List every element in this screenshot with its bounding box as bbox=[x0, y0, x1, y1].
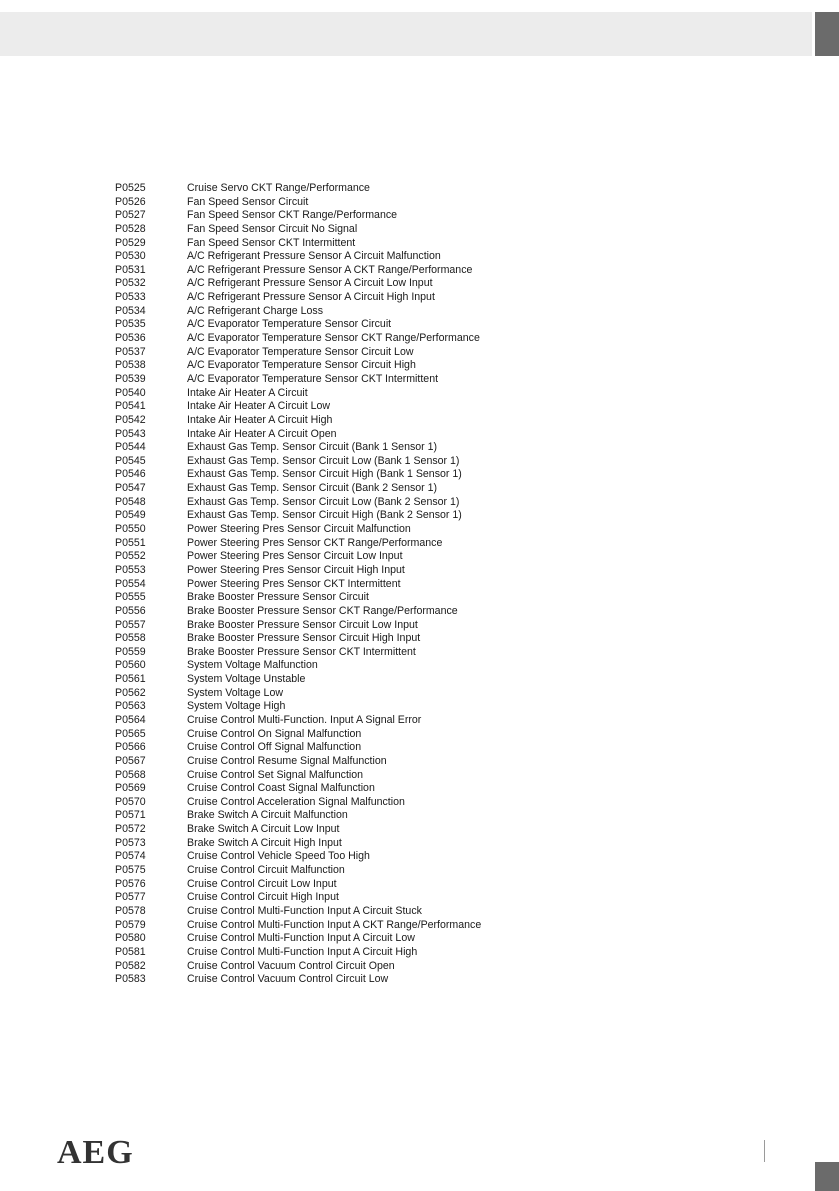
code-row bbox=[115, 578, 555, 592]
code-id: P0526 bbox=[115, 195, 146, 208]
code-description: Cruise Control Coast Signal Malfunction bbox=[187, 782, 375, 795]
code-description: Power Steering Pres Sensor Circuit Low Input bbox=[187, 550, 403, 563]
code-row bbox=[115, 823, 555, 837]
code-row bbox=[115, 809, 555, 823]
code-id: P0567 bbox=[115, 754, 146, 767]
code-id: P0548 bbox=[115, 495, 146, 508]
code-row bbox=[115, 755, 555, 769]
code-id: P0545 bbox=[115, 454, 146, 467]
code-description: Cruise Servo CKT Range/Performance bbox=[187, 182, 370, 194]
code-description: Fan Speed Sensor CKT Range/Performance bbox=[187, 209, 398, 222]
code-description: Intake Air Heater A Circuit bbox=[187, 386, 308, 399]
code-row bbox=[115, 591, 555, 605]
code-description: A/C Refrigerant Charge Loss bbox=[187, 304, 324, 317]
page-edge-tab-bottom bbox=[815, 1162, 839, 1191]
code-description: Fan Speed Sensor Circuit No Signal bbox=[187, 222, 358, 235]
code-row bbox=[115, 714, 555, 728]
code-row bbox=[115, 837, 555, 851]
code-row bbox=[115, 919, 555, 933]
code-description: Exhaust Gas Temp. Sensor Circuit (Bank 2 Sensor 1) bbox=[187, 482, 438, 495]
code-row bbox=[115, 782, 555, 796]
code-row bbox=[115, 673, 555, 687]
code-row bbox=[115, 400, 555, 414]
code-id: P0575 bbox=[115, 864, 146, 877]
code-description: Cruise Control Multi-Function Input A Circuit Stuck bbox=[187, 904, 422, 917]
code-id: P0574 bbox=[115, 850, 146, 863]
code-description: Power Steering Pres Sensor Circuit Malfunction bbox=[187, 523, 411, 536]
code-description: Cruise Control Resume Signal Malfunction bbox=[187, 754, 387, 767]
code-description: A/C Evaporator Temperature Sensor Circuit Low bbox=[187, 345, 414, 358]
code-description: Cruise Control Multi-Function Input A Circuit Low bbox=[187, 932, 415, 945]
code-description: Fan Speed Sensor CKT Intermittent bbox=[187, 236, 356, 249]
code-description: Brake Switch A Circuit Low Input bbox=[187, 823, 340, 836]
code-description: Cruise Control Vacuum Control Circuit Low bbox=[187, 973, 389, 986]
code-row bbox=[115, 741, 555, 755]
code-row bbox=[115, 291, 555, 305]
code-id: P0551 bbox=[115, 536, 146, 549]
code-row bbox=[115, 223, 555, 237]
code-row bbox=[115, 905, 555, 919]
code-id: P0561 bbox=[115, 673, 146, 686]
code-id: P0582 bbox=[115, 959, 146, 972]
code-row bbox=[115, 305, 555, 319]
code-description: A/C Evaporator Temperature Sensor Circuit bbox=[187, 318, 392, 331]
code-row bbox=[115, 646, 555, 660]
code-row bbox=[115, 387, 555, 401]
code-row bbox=[115, 523, 555, 537]
code-description: A/C Evaporator Temperature Sensor Circuit High bbox=[187, 359, 416, 372]
code-description: Cruise Control Vehicle Speed Too High bbox=[187, 850, 370, 863]
code-description: Cruise Control Circuit High Input bbox=[187, 891, 339, 904]
code-description: Cruise Control Multi-Function Input A CKT Range/Performance bbox=[187, 918, 482, 931]
code-id: P0542 bbox=[115, 413, 146, 426]
footer-divider bbox=[764, 1140, 765, 1162]
code-description: Power Steering Pres Sensor CKT Intermittent bbox=[187, 577, 401, 590]
code-id: P0534 bbox=[115, 304, 146, 317]
code-id: P0538 bbox=[115, 359, 146, 372]
code-description: Cruise Control Multi-Function Input A Circuit High bbox=[187, 945, 418, 958]
code-id: P0560 bbox=[115, 659, 146, 672]
code-description: Exhaust Gas Temp. Sensor Circuit Low (Bank 2 Sensor 1) bbox=[187, 495, 460, 508]
code-id: P0528 bbox=[115, 222, 146, 235]
code-id: P0562 bbox=[115, 686, 146, 699]
code-row bbox=[115, 537, 555, 551]
code-id: P0541 bbox=[115, 400, 146, 413]
code-id: P0571 bbox=[115, 809, 146, 822]
code-row bbox=[115, 196, 555, 210]
header-band bbox=[0, 12, 812, 56]
code-row bbox=[115, 632, 555, 646]
code-id: P0581 bbox=[115, 945, 146, 958]
code-row bbox=[115, 891, 555, 905]
code-id: P0554 bbox=[115, 577, 146, 590]
aeg-logo: AEG bbox=[57, 1134, 134, 1171]
code-id: P0579 bbox=[115, 918, 146, 931]
code-description: Brake Booster Pressure Sensor Circuit bbox=[187, 591, 369, 604]
code-row bbox=[115, 332, 555, 346]
code-id: P0547 bbox=[115, 482, 146, 495]
code-description: A/C Evaporator Temperature Sensor CKT Range/Performance bbox=[187, 332, 480, 345]
code-row bbox=[115, 850, 555, 864]
code-id: P0532 bbox=[115, 277, 146, 290]
code-row bbox=[115, 659, 555, 673]
code-row bbox=[115, 932, 555, 946]
code-description: Intake Air Heater A Circuit High bbox=[187, 413, 333, 426]
code-id: P0553 bbox=[115, 563, 146, 576]
code-row bbox=[115, 564, 555, 578]
code-row bbox=[115, 237, 555, 251]
code-id: P0576 bbox=[115, 877, 146, 890]
code-description: Brake Booster Pressure Sensor Circuit Low Input bbox=[187, 618, 418, 631]
code-description: Brake Booster Pressure Sensor Circuit High Input bbox=[187, 632, 421, 645]
code-row bbox=[115, 496, 555, 510]
code-row bbox=[115, 700, 555, 714]
code-row bbox=[115, 878, 555, 892]
code-row bbox=[115, 619, 555, 633]
code-row bbox=[115, 509, 555, 523]
diagnostic-code-list bbox=[115, 182, 555, 987]
code-id: P0549 bbox=[115, 509, 146, 522]
code-row bbox=[115, 468, 555, 482]
code-row bbox=[115, 605, 555, 619]
code-row bbox=[115, 209, 555, 223]
code-row bbox=[115, 346, 555, 360]
code-id: P0533 bbox=[115, 291, 146, 304]
code-id: P0550 bbox=[115, 523, 146, 536]
code-description: Exhaust Gas Temp. Sensor Circuit (Bank 1 Sensor 1) bbox=[187, 441, 438, 454]
code-description: A/C Evaporator Temperature Sensor CKT Intermittent bbox=[187, 372, 439, 385]
code-description: A/C Refrigerant Pressure Sensor A CKT Range/Performance bbox=[187, 263, 473, 276]
code-description: Intake Air Heater A Circuit Open bbox=[187, 427, 337, 440]
code-description: Cruise Control Circuit Low Input bbox=[187, 877, 337, 890]
code-id: P0556 bbox=[115, 604, 146, 617]
code-id: P0529 bbox=[115, 236, 146, 249]
code-row bbox=[115, 946, 555, 960]
code-id: P0525 bbox=[115, 182, 146, 194]
code-id: P0530 bbox=[115, 250, 146, 263]
code-row bbox=[115, 277, 555, 291]
code-row bbox=[115, 264, 555, 278]
code-description: Power Steering Pres Sensor CKT Range/Performance bbox=[187, 536, 443, 549]
code-id: P0577 bbox=[115, 891, 146, 904]
code-row bbox=[115, 373, 555, 387]
code-row bbox=[115, 769, 555, 783]
code-row bbox=[115, 796, 555, 810]
code-description: System Voltage Malfunction bbox=[187, 659, 318, 672]
code-description: A/C Refrigerant Pressure Sensor A Circuit High Input bbox=[187, 291, 435, 304]
code-id: P0543 bbox=[115, 427, 146, 440]
code-row bbox=[115, 728, 555, 742]
code-row bbox=[115, 960, 555, 974]
code-id: P0559 bbox=[115, 645, 146, 658]
code-id: P0572 bbox=[115, 823, 146, 836]
code-row bbox=[115, 864, 555, 878]
code-description: System Voltage High bbox=[187, 700, 286, 713]
page-edge-tab-top bbox=[815, 12, 839, 56]
code-id: P0566 bbox=[115, 741, 146, 754]
code-description: A/C Refrigerant Pressure Sensor A Circuit Low Input bbox=[187, 277, 433, 290]
code-description: Exhaust Gas Temp. Sensor Circuit High (Bank 2 Sensor 1) bbox=[187, 509, 462, 522]
code-row bbox=[115, 428, 555, 442]
code-id: P0573 bbox=[115, 836, 146, 849]
code-id: P0563 bbox=[115, 700, 146, 713]
code-row bbox=[115, 359, 555, 373]
code-description: Cruise Control Acceleration Signal Malfunction bbox=[187, 795, 405, 808]
code-id: P0536 bbox=[115, 332, 146, 345]
code-description: Cruise Control Circuit Malfunction bbox=[187, 864, 345, 877]
code-description: Fan Speed Sensor Circuit bbox=[187, 195, 309, 208]
code-description: Cruise Control Vacuum Control Circuit Open bbox=[187, 959, 395, 972]
code-id: P0580 bbox=[115, 932, 146, 945]
code-description: System Voltage Unstable bbox=[187, 673, 306, 686]
code-id: P0558 bbox=[115, 632, 146, 645]
code-id: P0544 bbox=[115, 441, 146, 454]
code-description: Intake Air Heater A Circuit Low bbox=[187, 400, 331, 413]
code-description: Brake Booster Pressure Sensor CKT Intermittent bbox=[187, 645, 416, 658]
code-description: Cruise Control On Signal Malfunction bbox=[187, 727, 362, 740]
code-row bbox=[115, 687, 555, 701]
code-description: Brake Booster Pressure Sensor CKT Range/Performance bbox=[187, 604, 458, 617]
code-id: P0568 bbox=[115, 768, 146, 781]
code-id: P0557 bbox=[115, 618, 146, 631]
code-id: P0564 bbox=[115, 713, 146, 726]
code-id: P0555 bbox=[115, 591, 146, 604]
code-id: P0546 bbox=[115, 468, 146, 481]
code-row bbox=[115, 441, 555, 455]
code-description: A/C Refrigerant Pressure Sensor A Circuit Malfunction bbox=[187, 250, 441, 263]
code-description: Brake Switch A Circuit Malfunction bbox=[187, 809, 348, 822]
code-description: Exhaust Gas Temp. Sensor Circuit Low (Bank 1 Sensor 1) bbox=[187, 454, 460, 467]
code-row bbox=[115, 973, 555, 987]
code-id: P0552 bbox=[115, 550, 146, 563]
code-row bbox=[115, 250, 555, 264]
code-id: P0535 bbox=[115, 318, 146, 331]
code-description: Brake Switch A Circuit High Input bbox=[187, 836, 342, 849]
code-id: P0540 bbox=[115, 386, 146, 399]
code-id: P0565 bbox=[115, 727, 146, 740]
code-description: Power Steering Pres Sensor Circuit High Input bbox=[187, 563, 405, 576]
code-row bbox=[115, 182, 555, 196]
code-id: P0578 bbox=[115, 904, 146, 917]
code-description: System Voltage Low bbox=[187, 686, 283, 699]
code-row bbox=[115, 414, 555, 428]
code-row bbox=[115, 455, 555, 469]
code-description: Exhaust Gas Temp. Sensor Circuit High (Bank 1 Sensor 1) bbox=[187, 468, 462, 481]
code-id: P0583 bbox=[115, 973, 146, 986]
code-row bbox=[115, 482, 555, 496]
code-id: P0539 bbox=[115, 372, 146, 385]
code-id: P0569 bbox=[115, 782, 146, 795]
code-description: Cruise Control Set Signal Malfunction bbox=[187, 768, 364, 781]
code-row bbox=[115, 550, 555, 564]
code-description: Cruise Control Multi-Function. Input A Signal Error bbox=[187, 713, 422, 726]
code-id: P0537 bbox=[115, 345, 146, 358]
code-row bbox=[115, 318, 555, 332]
code-id: P0527 bbox=[115, 209, 146, 222]
code-description: Cruise Control Off Signal Malfunction bbox=[187, 741, 362, 754]
code-id: P0570 bbox=[115, 795, 146, 808]
code-id: P0531 bbox=[115, 263, 146, 276]
